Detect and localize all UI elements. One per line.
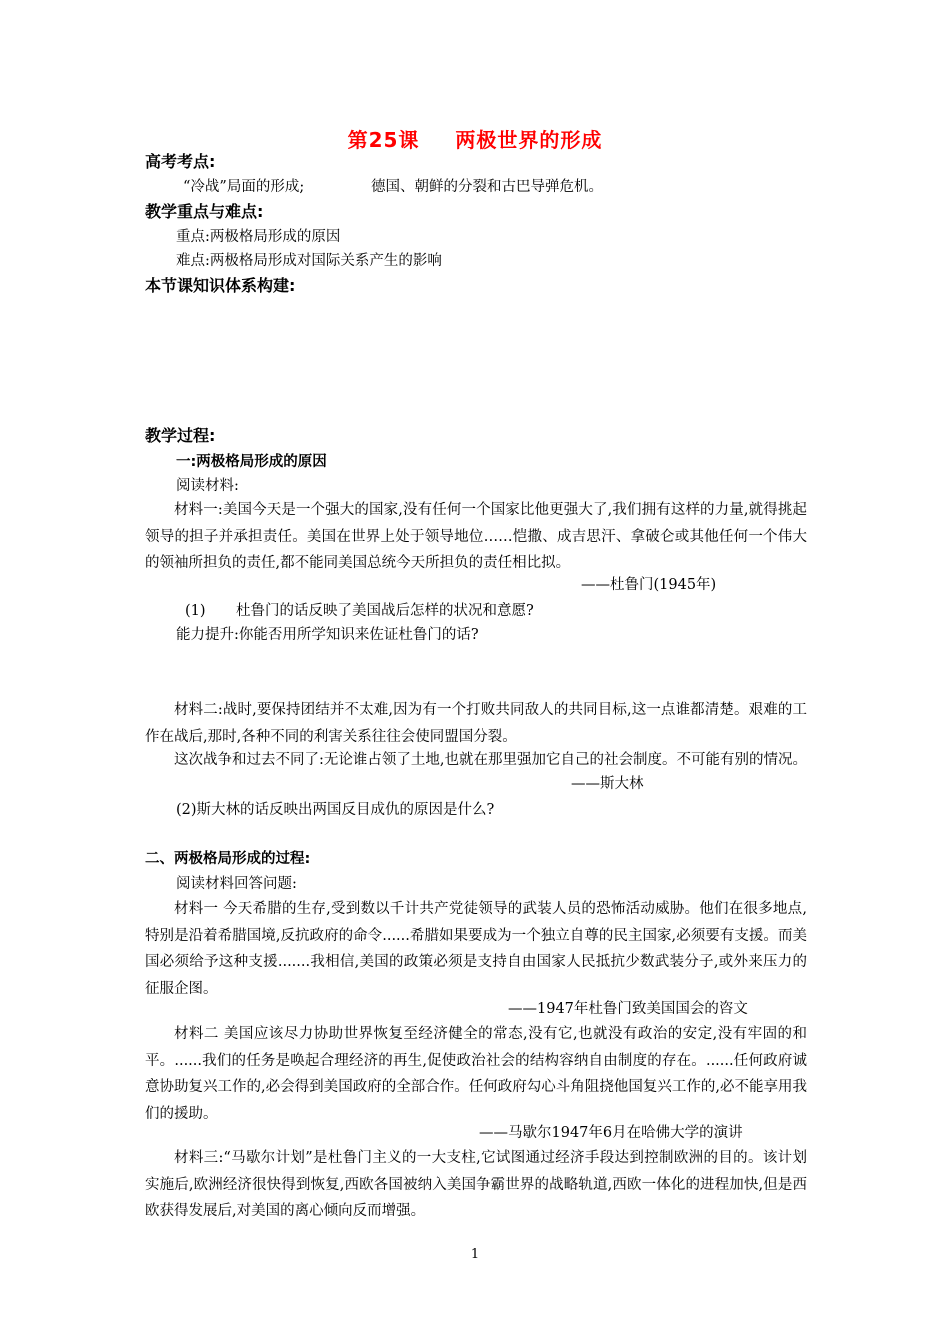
process-heading: 教学过程: (145, 426, 216, 445)
focus-difficult: 难点:两极格局形成对国际关系产生的影响 (176, 253, 442, 269)
page-number: 1 (470, 1247, 480, 1262)
ability-question: 能力提升:你能否用所学知识来佐证杜鲁门的话? (176, 627, 479, 643)
section1-heading: 一:两极格局形成的原因 (176, 454, 327, 470)
section1-read: 阅读材料: (176, 478, 239, 494)
gaokao-heading: 高考考点: (145, 152, 216, 171)
lesson-name: 两极世界的形成 (455, 128, 603, 152)
system-heading: 本节课知识体系构建: (145, 276, 296, 295)
section2-material2-source: ——马歇尔1947年6月在哈佛大学的演讲 (479, 1125, 743, 1141)
section2-heading: 二、两极格局形成的过程: (145, 851, 311, 867)
question-1-text: 杜鲁门的话反映了美国战后怎样的状况和意愿? (236, 603, 534, 619)
section1-material1: 材料一:美国今天是一个强大的国家,没有任何一个国家比他更强大了,我们拥有这样的力量,就得挑起领导的担子并承担责任。美国在世界上处于领导地位……恺撒、成吉思汗、拿破仑或其他任何一个伟大的领袖所担负的责任,都不能同美国总统今天所担负的责任相比拟。 (145, 502, 807, 571)
page-title (0, 124, 950, 153)
section2-read: 阅读材料回答问题: (176, 876, 297, 892)
section1-material2-source: ——斯大林 (571, 776, 644, 792)
question-2: (2)斯大林的话反映出两国反目成仇的原因是什么? (176, 802, 495, 818)
focus-key: 重点:两极格局形成的原因 (176, 229, 341, 245)
section2-material1-source: ——1947年杜鲁门致美国国会的咨文 (508, 1001, 748, 1017)
focus-heading: 教学重点与难点: (145, 202, 264, 221)
section1-material2-p2: 这次战争和过去不同了:无论谁占领了土地,也就在那里强加它自己的社会制度。不可能有别的情况。 (174, 752, 807, 768)
section2-material2: 材料二 美国应该尽力协助世界恢复至经济健全的常态,没有它,也就没有政治的安定,没有牢固的和平。......我们的任务是唤起合理经济的再生,促使政治社会的结构容纳自由制度的存在。......任何政府诚意协助复兴工作的,必会得到美国政府的全部合作。任何政府勾心斗角阻挠他国复兴工作的,必不能享用我们的援助。 (145, 1026, 807, 1122)
section2-material3: 材料三:“马歇尔计划”是杜鲁门主义的一大支柱,它试图通过经济手段达到控制欧洲的目的。该计划实施后,欧洲经济很快得到恢复,西欧各国被纳入美国争霸世界的战略轨道,西欧一体化的进程加快,但是西欧获得发展后,对美国的离心倾向反而增强。 (145, 1150, 807, 1219)
gaokao-item-cold-war: “冷战”局面的形成; (183, 179, 305, 195)
lesson-number: 第25课 (347, 128, 420, 152)
gaokao-item-division: 德国、朝鲜的分裂和古巴导弹危机。 (371, 179, 603, 195)
question-1-number: (1) (185, 603, 206, 619)
section2-material1: 材料一 今天希腊的生存,受到数以千计共产党徒领导的武装人员的恐怖活动威胁。他们在很多地点,特别是沿着希腊国境,反抗政府的命令......希腊如果要成为一个独立自尊的民主国家,必须要有支援。而美国必须给予这种支援.......我相信,美国的政策必须是支持自由国家人民抵抗少数武装分子,或外来压力的征服企图。 (145, 901, 807, 997)
section1-material2-p1: 材料二:战时,要保持团结并不太难,因为有一个打败共同敌人的共同目标,这一点谁都清楚。艰难的工作在战后,那时,各种不同的利害关系往往会使同盟国分裂。 (145, 702, 807, 745)
section1-material1-source: ——杜鲁门(1945年) (581, 577, 717, 593)
